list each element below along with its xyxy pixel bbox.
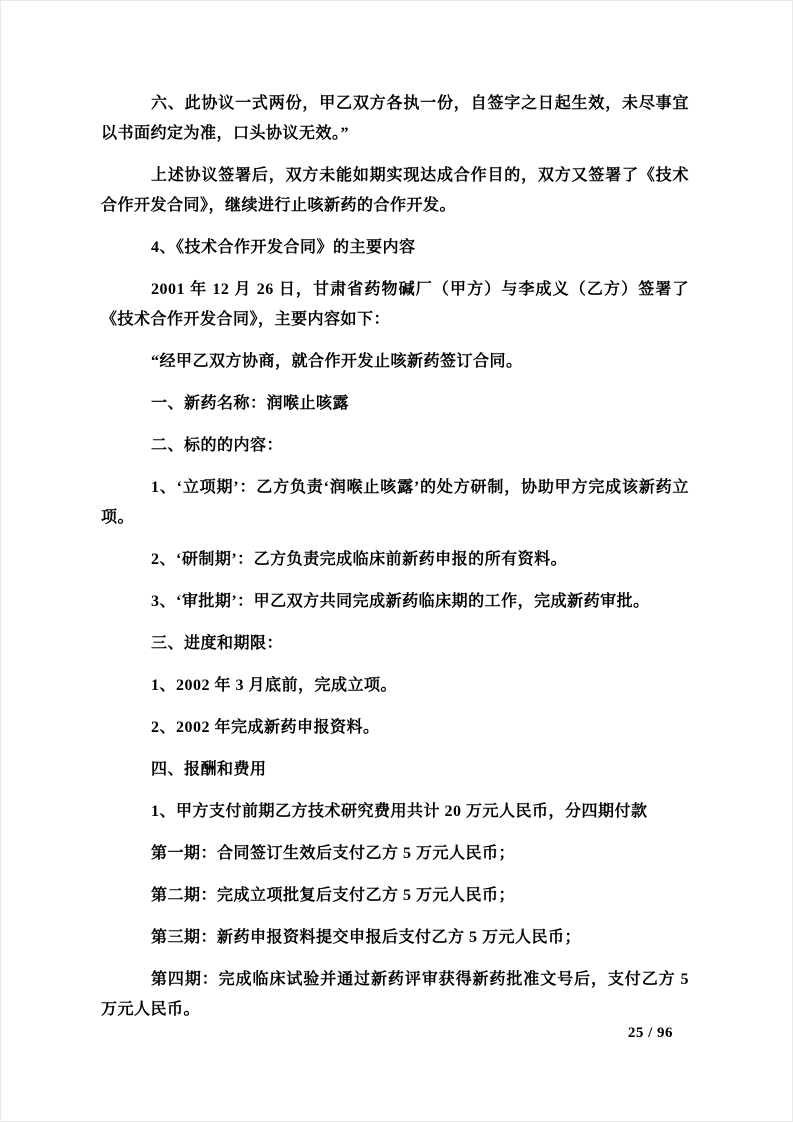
paragraph: 第二期：完成立项批复后支付乙方 5 万元人民币； xyxy=(151,887,516,904)
paragraph: “经甲乙双方协商，就合作开发止咳新药签订合同。 xyxy=(151,353,523,370)
page-number: 25 / 96 xyxy=(627,1025,673,1041)
paragraph: 一、新药名称：润喉止咳露 xyxy=(151,395,350,412)
document-body xyxy=(101,89,689,1025)
paragraph: 六、此协议一式两份，甲乙双方各执一份，自签字之日起生效，未尽事宜以书面约定为准，口头协议无效。” xyxy=(101,95,689,142)
paragraph: 第四期：完成临床试验并通过新药评审获得新药批准文号后，支付乙方 5 万元人民币。 xyxy=(101,971,689,1018)
paragraph: 二、标的的内容： xyxy=(151,437,284,454)
paragraph: 1、‘立项期’：乙方负责‘润喉止咳露’的处方研制，协助甲方完成该新药立项。 xyxy=(101,479,689,526)
paragraph: 1、甲方支付前期乙方技术研究费用共计 20 万元人民币，分四期付款 xyxy=(151,803,648,820)
paragraph: 1、2002 年 3 月底前，完成立项。 xyxy=(151,677,398,694)
paragraph-heading: 4、《技术合作开发合同》的主要内容 xyxy=(151,239,416,256)
paragraph: 四、报酬和费用 xyxy=(151,761,267,778)
paragraph: 第三期：新药申报资料提交申报后支付乙方 5 万元人民币； xyxy=(151,929,582,946)
paragraph: 2、‘研制期’：乙方负责完成临床前新药申报的所有资料。 xyxy=(151,551,568,568)
paragraph: 2001 年 12 月 26 日，甘肃省药物碱厂（甲方）与李成义（乙方）签署了《技术合作开发合同》，主要内容如下： xyxy=(101,281,689,328)
paragraph: 第一期：合同签订生效后支付乙方 5 万元人民币； xyxy=(151,845,516,862)
paragraph: 上述协议签署后，双方未能如期实现达成合作目的，双方又签署了《技术合作开发合同》，继续进行止咳新药的合作开发。 xyxy=(101,167,689,214)
paragraph: 三、进度和期限： xyxy=(151,635,284,652)
paragraph: 3、‘审批期’：甲乙双方共同完成新药临床期的工作，完成新药审批。 xyxy=(151,593,650,610)
page-footer xyxy=(101,1023,673,1043)
paragraph: 2、2002 年完成新药申报资料。 xyxy=(151,719,380,736)
